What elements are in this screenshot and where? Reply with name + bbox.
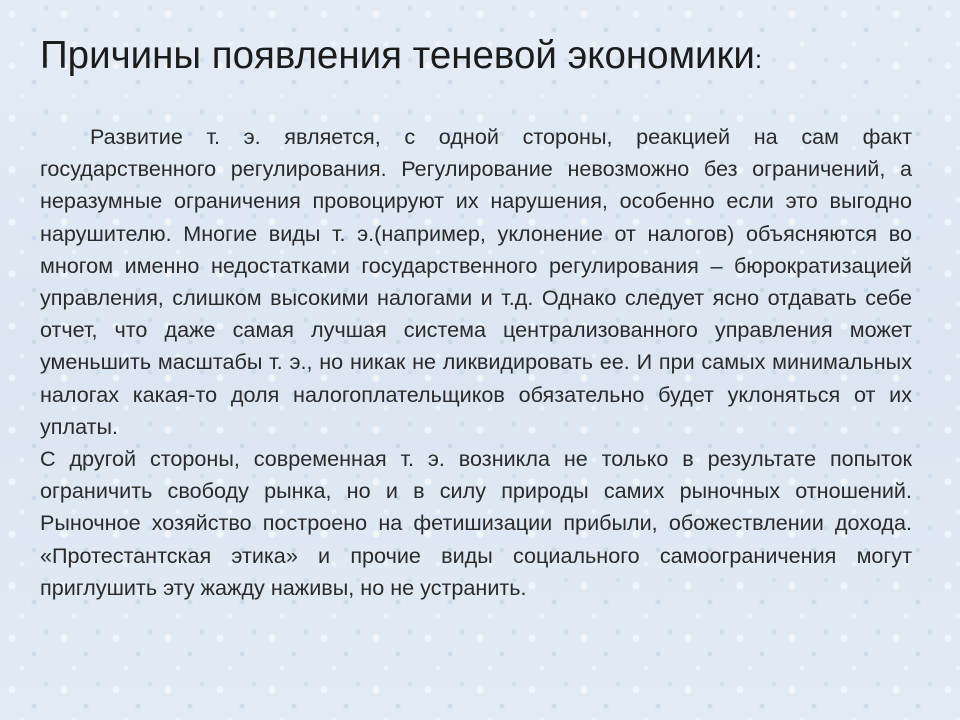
slide-title: [40, 34, 930, 78]
paragraph-market-nature: С другой стороны, современная т. э. возникла не только в результате попыток ограничить свободу рынка, но и в силу природы самих рыночных отношений. Рыночное хозяйство построено на фетишизации прибыли, обожествлении дохода. «Протестантская этика» и прочие виды социального самоограничения могут приглушить эту жажду наживы, но не устранить.: [40, 446, 912, 600]
paragraph-state-regulation: Развитие т. э. является, с одной стороны, реакцией на сам факт государственного регулирования. Регулирование невозможно без ограничений, а неразумные ограничения провоцируют их нарушения, особенно если это выгодно нарушителю. Многие виды т. э.(например, уклонение от налогов) объясняются во многом именно недостатками государственного регулирования – бюрократизацией управления, слишком высокими налогами и т.д. Однако следует ясно отдавать себе отчет, что даже самая лучшая система централизованного управления может уменьшить масштабы т. э., но никак не ликвидировать ее. И при самых минимальных налогах какая-то доля налогоплательщиков обязательно будет уклоняться от их уплаты.: [40, 124, 912, 439]
slide-body: [40, 121, 912, 604]
slide-title-text: Причины появления теневой экономики: [40, 34, 755, 77]
slide-title-colon: :: [754, 44, 763, 74]
